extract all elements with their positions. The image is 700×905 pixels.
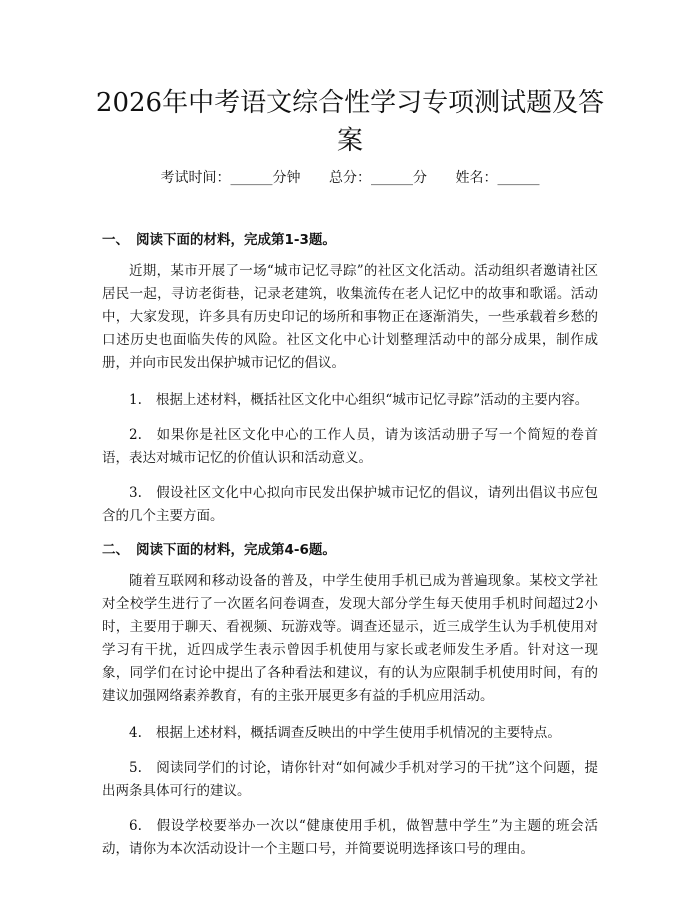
question-number: 6. <box>129 818 142 834</box>
question-text: 假设社区文化中心拟向市民发出保护城市记忆的倡议，请列出倡议书应包含的几个主要方面。 <box>102 485 598 524</box>
question-number: 5. <box>129 760 142 776</box>
exam-time: 考试时间：______分钟 <box>160 170 301 186</box>
question-text: 根据上述材料，概括调查反映出的中学生使用手机情况的主要特点。 <box>155 725 561 741</box>
question-4 <box>102 722 598 745</box>
question-number: 4. <box>129 725 142 741</box>
page-title: 2026年中考语文综合性学习专项测试题及答案 <box>95 88 605 156</box>
question-2 <box>102 424 598 470</box>
question-text: 阅读同学们的讨论，请你针对“如何减少手机对学习的干扰”这个问题，提出两条具体可行的建议。 <box>102 760 598 799</box>
section-2 <box>102 540 598 861</box>
question-number: 2. <box>129 427 142 443</box>
student-name: 姓名：______ <box>455 170 540 186</box>
exam-content <box>102 230 598 873</box>
section-number: 二、 <box>102 542 129 558</box>
question-1 <box>102 389 598 412</box>
question-text: 根据上述材料，概括社区文化中心组织“城市记忆寻踪”活动的主要内容。 <box>155 392 589 408</box>
question-text: 如果你是社区文化中心的工作人员，请为该活动册子写一个简短的卷首语，表达对城市记忆的价值认识和活动意义。 <box>102 427 598 466</box>
reading-passage: 随着互联网和移动设备的普及，中学生使用手机已成为普遍现象。某校文学社对全校学生进行了一次匿名问卷调查，发现大部分学生每天使用手机时间超过2小时，主要用于聊天、看视频、玩游戏等。调查还显示，近三成学生认为手机使用对学习有干扰，近四成学生表示曾因手机使用与家长或老师发生矛盾。针对这一现象，同学们在讨论中提出了各种看法和建议，有的认为应限制手机使用时间，有的建议加强网络素养教育，有的主张开展更多有益的手机应用活动。 <box>102 573 598 704</box>
question-number: 1. <box>129 392 142 408</box>
section-number: 一、 <box>102 232 129 248</box>
section-1 <box>102 230 598 528</box>
question-5 <box>102 757 598 803</box>
section-heading <box>102 230 598 250</box>
section-heading <box>102 540 598 560</box>
question-text: 假设学校要举办一次以“健康使用手机，做智慧中学生”为主题的班会活动，请你为本次活动设计一个主题口号，并简要说明选择该口号的理由。 <box>102 818 598 857</box>
section-heading-text: 阅读下面的材料，完成第4-6题。 <box>136 542 336 558</box>
question-6 <box>102 815 598 861</box>
reading-passage: 近期，某市开展了一场“城市记忆寻踪”的社区文化活动。活动组织者邀请社区居民一起，寻访老街巷，记录老建筑，收集流传在老人记忆中的故事和歌谣。活动中，大家发现，许多具有历史印记的场所和事物正在逐渐消失，一些承载着乡愁的口述历史也面临失传的风险。社区文化中心计划整理活动中的部分成果，制作成册，并向市民发出保护城市记忆的倡议。 <box>102 263 598 371</box>
question-number: 3. <box>129 485 142 501</box>
exam-score: 总分：______分 <box>329 170 427 186</box>
exam-meta <box>0 168 700 188</box>
question-3 <box>102 482 598 528</box>
section-heading-text: 阅读下面的材料，完成第1-3题。 <box>136 232 336 248</box>
